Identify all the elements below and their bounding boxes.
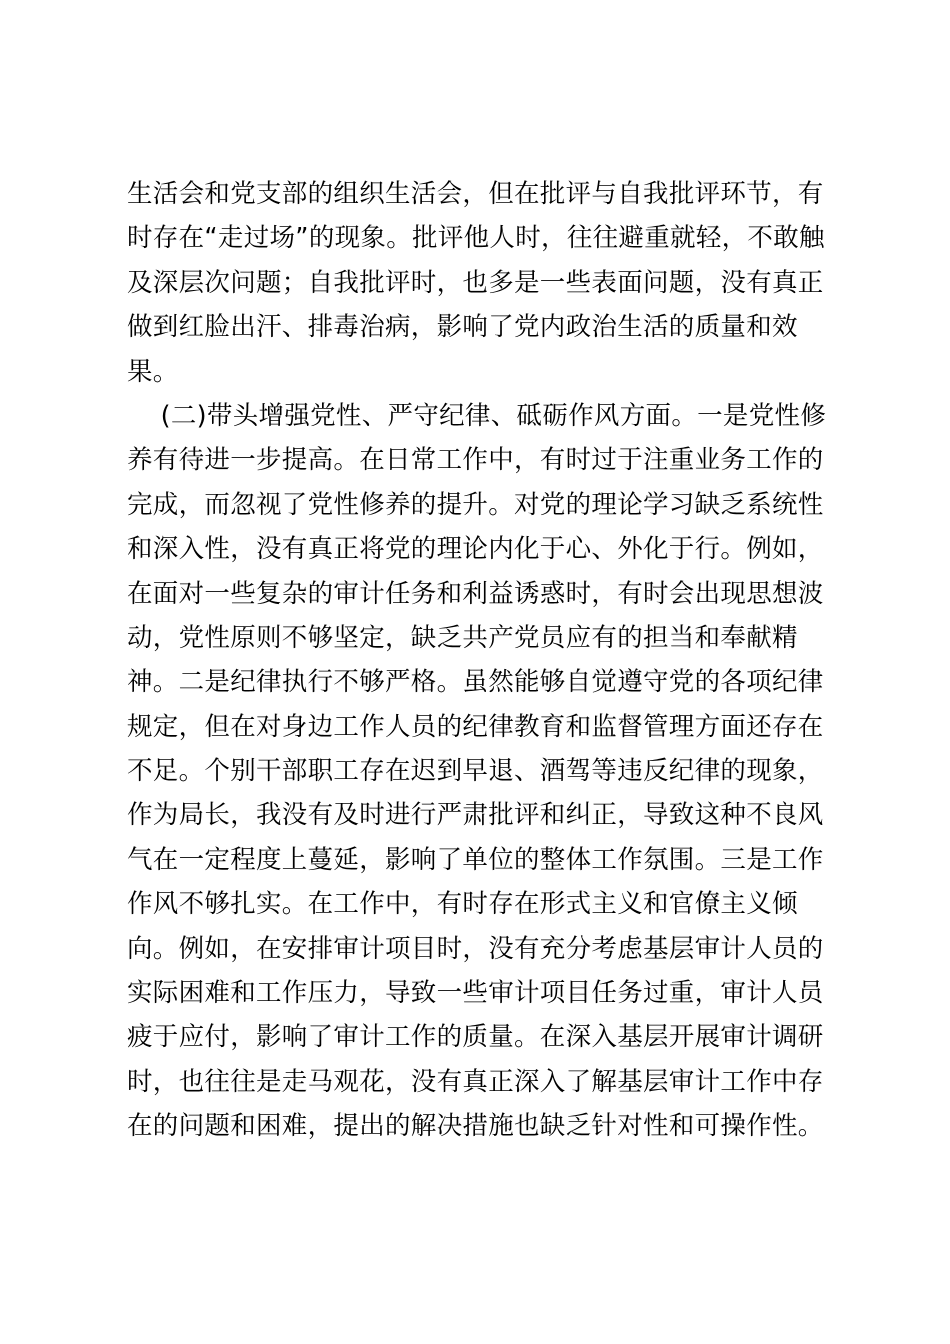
text-line: 在面对一些复杂的审计任务和利益诱惑时，有时会出现思想波: [127, 578, 824, 609]
text-line: 神。二是纪律执行不够严格。虽然能够自觉遵守党的各项纪律: [127, 667, 824, 698]
text-line: 实际困难和工作压力，导致一些审计项目任务过重，审计人员: [127, 978, 824, 1009]
text-line: 时，也往往是走马观花，没有真正深入了解基层审计工作中存: [127, 1066, 824, 1097]
text-line: 在的问题和困难，提出的解决措施也缺乏针对性和可操作性。: [127, 1111, 824, 1142]
text-line: 养有待进一步提高。在日常工作中，有时过于注重业务工作的: [127, 445, 824, 476]
text-line: 不足。个别干部职工存在迟到早退、酒驾等违反纪律的现象，: [127, 756, 824, 787]
text-line: 完成，而忽视了党性修养的提升。对党的理论学习缺乏系统性: [127, 489, 824, 520]
text-line: 气在一定程度上蔓延，影响了单位的整体工作氛围。三是工作: [127, 844, 824, 875]
text-line: 和深入性，没有真正将党的理论内化于心、外化于行。例如，: [127, 534, 824, 565]
text-line: 向。例如，在安排审计项目时，没有充分考虑基层审计人员的: [127, 933, 824, 964]
text-line: 及深层次问题；自我批评时，也多是一些表面问题，没有真正: [127, 267, 824, 298]
text-line: 疲于应付，影响了审计工作的质量。在深入基层开展审计调研: [127, 1022, 824, 1053]
text-line: 果。: [127, 356, 179, 387]
section-heading-line: (二)带头增强党性、严守纪律、砥砺作风方面。一是党性修: [127, 400, 827, 431]
text-line: 规定，但在对身边工作人员的纪律教育和监督管理方面还存在: [127, 711, 824, 742]
text-line: 时存在“走过场”的现象。批评他人时，往往避重就轻，不敢触: [127, 223, 825, 254]
text-line: 作风不够扎实。在工作中，有时存在形式主义和官僚主义倾: [127, 889, 798, 920]
text-line: 做到红脸出汗、排毒治病，影响了党内政治生活的质量和效: [127, 312, 798, 343]
body-text: [127, 172, 827, 1149]
text-line: 动，党性原则不够坚定，缺乏共产党员应有的担当和奉献精: [127, 622, 798, 653]
text-line: 作为局长，我没有及时进行严肃批评和纠正，导致这种不良风: [127, 800, 824, 831]
text-line: 生活会和党支部的组织生活会，但在批评与自我批评环节，有: [127, 179, 824, 209]
